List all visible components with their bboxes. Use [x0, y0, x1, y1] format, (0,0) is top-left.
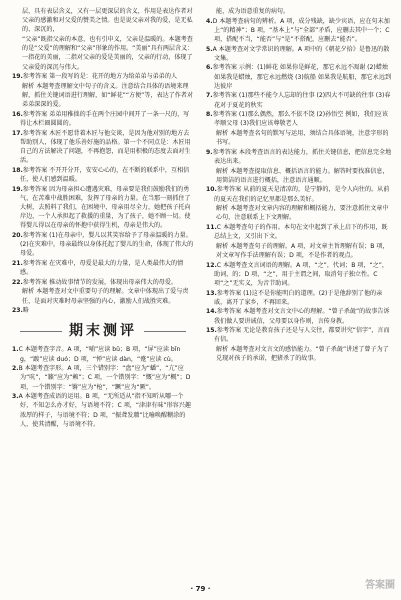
item-text: A 本题考查成语的运用。B 项，“无所适从”指不知听从哪一个好，不知怎么办才好，与语境不符；C 项，“津津有味”形容兴趣浓厚的样子，与语境不符；D 项，“振聋发聩”比喻唤醒糊涂的人，使其清醒，与语境不符。 — [18, 393, 191, 428]
answer-item — [12, 306, 194, 315]
item-text: 参考答案 木匠不愿背着木匠与他交谈，是因为他对别的地方去帮助别人，体现了他乐善好施的品格。第一个不同点是：木匠用自己的方法解决了问题，不再抱怨，而是用积极的态度去面对生活。 — [20, 129, 191, 165]
answer-item — [12, 82, 194, 110]
item-text: 参考答案 不开开分开，安安心心的，在不断的联系中，互相信任，使人们感到温暖。 — [20, 166, 190, 183]
item-number: 23. — [12, 307, 23, 315]
item-text: C 本题考查句子的作用。本句在文中起到了承上启下的作用，既总结上文，又引出下文。 — [214, 223, 388, 241]
answer-item — [12, 364, 194, 392]
item-text: D 本题考查病句的辨析。A 项，成分残缺，缺少宾语，应在句末加上“的精神”；B 项，“基本上”与“全部”矛盾，应删去其中一个；C 项，搭配不当，“能否”与“是”不搭配，应删去“能否”。 — [212, 17, 390, 43]
answer-item — [12, 129, 194, 166]
answer-item — [206, 148, 392, 166]
item-text: 参考答案 从前的夏天是清凉的，是宁静的，是令人向往的。从前的夏天在我们的记忆里都是那么美好。 — [214, 186, 390, 203]
item-number: 12. — [206, 261, 217, 269]
item-number: 5. — [206, 45, 213, 53]
item-text: 解析 本题考查对文中重要句子的理解。文章中体现出了爱与责任，是面对灾难时母亲坚强的内心，激励人们战胜灾难。 — [22, 288, 189, 305]
answer-item — [12, 231, 194, 259]
item-text: 解析 本题考查句子的理解。A 项，对文章主旨理解有误；B 项，对文章写作手法理解有误；D 项，不是作者的观点。 — [216, 242, 389, 259]
item-number: 14. — [206, 308, 217, 316]
item-number: 4. — [206, 17, 213, 25]
answer-item — [206, 45, 392, 63]
item-number: 10. — [206, 186, 217, 194]
answer-item — [206, 167, 392, 185]
answer-item — [206, 345, 392, 363]
answer-item — [206, 326, 392, 344]
item-text: 参考答案 弟弟用稚拙的手在两个庄园中间开了一条一尺的，写得让木栏圈圆圆的。 — [20, 110, 190, 127]
answer-item — [12, 35, 194, 72]
item-text: 解析 本题考查对文章内容的理解和概括能力，要注意抓住文章中心句，注意联系上下文理解。 — [216, 205, 389, 222]
item-number: 9. — [206, 148, 213, 156]
item-number: 3. — [12, 393, 19, 401]
item-number: 11. — [206, 223, 217, 231]
item-text: 参考答案 推动故事情节的发展，体现出母亲伟大的母爱。 — [22, 278, 178, 286]
item-number: 7. — [206, 92, 213, 100]
item-text: 层，具有表层含义，又有一层更深层的含义，作用是表达作者对父亲的感激和对父爱的赞美之情。也是说父亲对我的爱，是无私的、深沉的， — [22, 8, 193, 34]
answer-item — [12, 345, 194, 363]
answer-item — [206, 17, 392, 45]
answer-item — [206, 129, 392, 147]
page-number: · 79 · — [190, 585, 211, 593]
answer-item — [12, 110, 194, 128]
left-answer-list — [12, 7, 194, 315]
item-text: 解析 本题考查对文言文的感悟能力。“曾子杀彘”讲述了曾子为了兑现对孩子的承诺，把猪杀了的故事。 — [216, 345, 389, 363]
answer-item — [12, 259, 194, 277]
answer-item — [206, 63, 392, 91]
item-text: 解析 本题考查理解文中句子的含义。注意结合具体的语境来理解，抓住关键词语进行理解，如“鲜花”“方便”等，表达了作者对弟弟深深的爱。 — [22, 82, 194, 109]
right-column — [206, 7, 392, 364]
item-text: 参考答案 因为母亲担心遭遇灾难，母亲要是我们鼓励我们的勇气，在苦难中战胜困难，发挥了母亲的力量。在当那一刻抓住了大树，去照料了我们，在困境中，母亲用尽全力，她把孩子托向岸边，一个人承担起了救援的重量，为了孩子，她不顾一切。使得婴儿得以在母亲的怀抱中获得生机，母亲是伟大的。 — [20, 185, 191, 230]
answer-item — [206, 289, 392, 307]
item-text: 参考答案 (1)在母亲中，婴儿以其笑容给予了母亲温暖的力量。(2)在灾难中，母亲最终以身体托起了婴儿的生命，体现了伟大的母爱。 — [20, 232, 194, 258]
item-number: 19. — [12, 185, 23, 193]
item-text: 能，成为语意重复的病句。 — [216, 8, 290, 15]
item-text: C 本题考查字音。A 项，“哺”应读 bǔ；B 项，“屏”应读 bǐng，“踱”应读 duó；D 项，“惮”应读 dàn，“蹙”应读 cù。 — [18, 346, 181, 363]
watermark-logo: 答案圈 — [365, 580, 395, 591]
item-number: 8. — [206, 111, 213, 119]
answer-item — [12, 185, 194, 231]
item-number: 16. — [12, 110, 23, 118]
item-number: 1. — [12, 346, 19, 354]
item-text: 参考答案 无论是教育孩子还是与人交往，都要讲究“信字”，言而有信。 — [214, 327, 390, 344]
item-text: 参考答案 (1)那些不能令人忘却的往事 (2)四大不可缺的往事 (3)春花对于夏花的秋实 — [212, 92, 391, 109]
item-text: 参考答案 本题考查对文言文中心的理解。“曾子杀彘”的故事告诉我们做人要讲诚信，父母要以身作则，言传身教。 — [214, 308, 390, 325]
item-number: 21. — [12, 260, 23, 267]
answer-item — [12, 287, 194, 305]
item-text: 参考答案 第一段写的是：花开的地方为给弟弟与弟弟的人 — [22, 73, 178, 81]
left-after-title-list — [12, 345, 194, 429]
item-number: 20. — [12, 232, 23, 239]
item-text: 参考答案 (1)这不是你能明白的道理。(2)于是他辞别了他的亲戚，离开了家乡，不再回来。 — [214, 289, 383, 306]
answer-item — [206, 91, 392, 109]
left-column — [12, 7, 194, 429]
item-text: 略 — [22, 307, 29, 315]
answer-item — [206, 242, 392, 260]
item-text: 解析 本题考查名句的默写与运用，须结合具体语境，注意字形的书写。 — [216, 129, 389, 147]
section-title: 期末测评 — [12, 323, 194, 339]
item-text: 参考答案 在灾难中，母爱是最大的力量，是人类最伟大的情感。 — [20, 260, 184, 277]
answer-item — [12, 72, 194, 81]
answer-item — [206, 261, 392, 289]
item-number: 13. — [206, 289, 217, 297]
item-number: 18. — [12, 166, 23, 174]
answer-item — [206, 7, 392, 16]
item-text: 参考答案 (1)那么偶然，那么不依不饶 (2)孙悟空 例如，我们应该孝顺父母 (3)我们应该尊敬老人 — [212, 111, 388, 128]
answer-item — [12, 278, 194, 287]
item-text: 解析 本题考查提取信息、概括语言的能力。解答时要找准信息，用简洁的语言进行概括，注意语言通顺。 — [216, 167, 389, 184]
item-text: 参考答案 本段考查语言的表达能力，抓住关键信息，把信息完全地表达出来。 — [212, 148, 392, 165]
item-text: 参考答案 示例：(1)鲜花 如果你是鲜花，那它永远不凋谢 (2)蜡烛 如果我是蜡烛，那它永远燃烧 (3)航船 如果我是航船，那它永远到达彼岸 — [212, 64, 392, 90]
answer-item — [12, 7, 194, 35]
item-number: 2. — [12, 365, 19, 373]
answer-item — [12, 166, 194, 184]
item-text: “父亲”既指父亲的本意，也有引申义，父亲是温暖的。本题考查的是“父爱”的理解和“父亲”形象的作用。“美丽”具有两层含义：一指花的美丽，二指对父亲的爱是美丽的，父亲的行动，体现了父亲爱的深沉与伟大。 — [22, 36, 194, 71]
answer-item — [206, 307, 392, 325]
item-number: 19. — [12, 73, 23, 81]
item-text: A 本题考查对文学常识的理解。A 项中的《朝花夕拾》是鲁迅的散文集。 — [212, 45, 390, 62]
answer-item — [206, 223, 392, 241]
answer-item — [206, 204, 392, 222]
item-number: 6. — [206, 64, 213, 72]
answer-item — [206, 110, 392, 128]
right-answer-list — [206, 7, 392, 363]
item-number: 15. — [206, 327, 217, 335]
item-number: 22. — [12, 278, 23, 286]
answer-item — [12, 392, 194, 429]
item-text: C 本题考查文言词语的理解。A 项，“之”，代词；B 项，“之”，助词，的；D 项，“之”，用于主谓之间，取消句子独立性。C 项“之”无实义，为音节助词。 — [214, 261, 388, 287]
item-number: 17. — [12, 129, 23, 137]
answer-item — [206, 185, 392, 203]
item-text: B 本题考查字形。A 项，三个错别字：“盘”应为“蟠”，“亢”应为“吭”，“籁”应为“赖”；C 项，一个错别字：“慨”应为“概”；D 项，一个错别字：“锵”应为“枪”，“蹶”应为“厥”。 — [18, 365, 191, 391]
